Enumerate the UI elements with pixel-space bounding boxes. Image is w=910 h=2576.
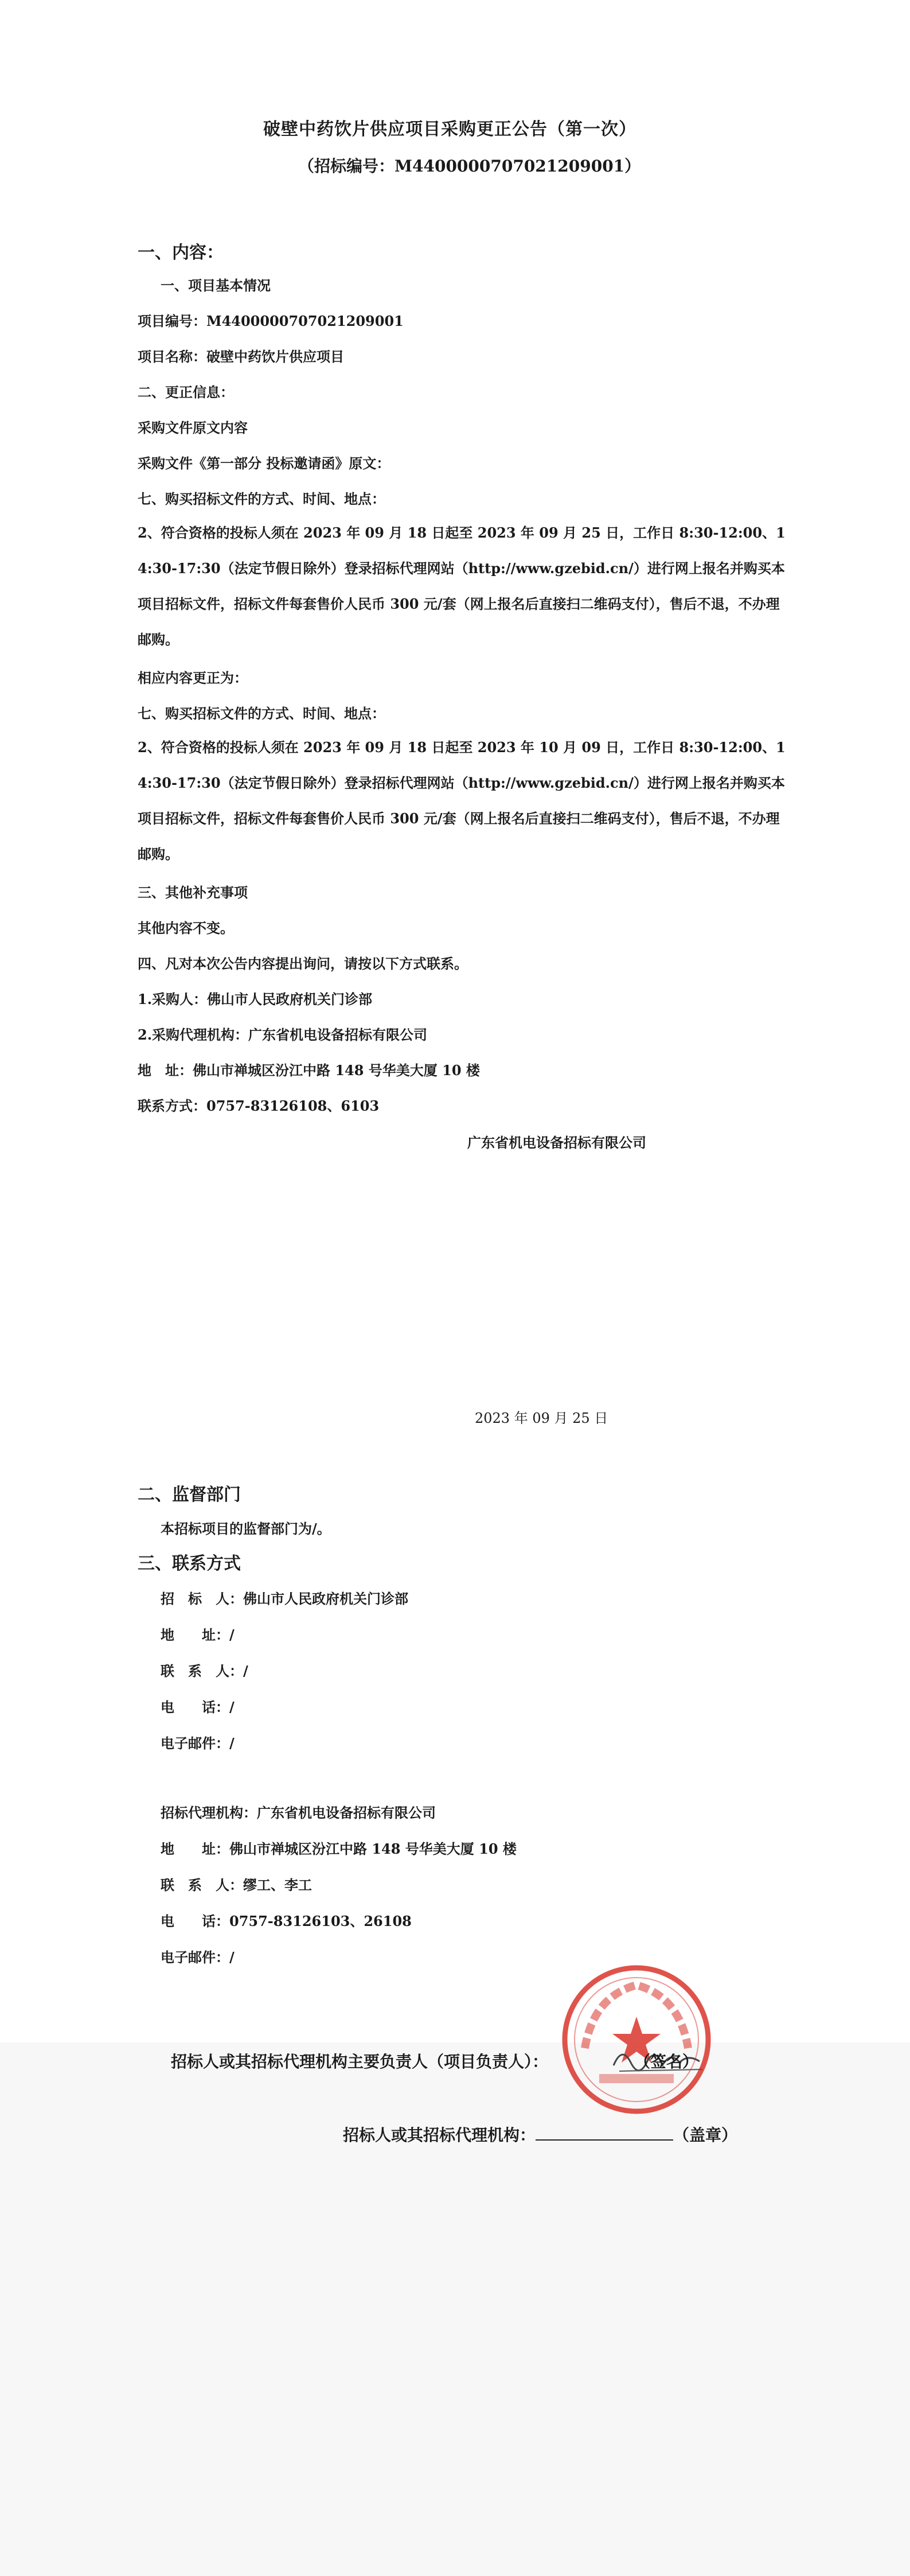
agency-line: 2.采购代理机构：广东省机电设备招标有限公司 — [138, 1026, 428, 1043]
original-paragraph: 2、符合资格的投标人须在 2023 年 09 月 18 日起至 2023 年 09 月 25 日，工作日 8:30-12:00、14:30-17:30（法定节假日除外）登录招标代理网站（http://www.gzebid.cn/）进行网上报名并购买本项目招标文件，招标文件每套售价人民币 300 元/套（网上报名后直接扫二维码支付），售后不退，不办理邮购。 — [138, 524, 786, 648]
agency-phone: 电 话：0757-83126103、26108 — [161, 1913, 412, 1929]
corrected-paragraph: 2、符合资格的投标人须在 2023 年 09 月 18 日起至 2023 年 10 月 09 日，工作日 8:30-12:00、14:30-17:30（法定节假日除外）登录招标代理网站（http://www.gzebid.cn/）进行网上报名并购买本项目招标文件，招标文件每套售价人民币 300 元/套（网上报名后直接扫二维码支付），售后不退，不办理邮购。 — [138, 739, 786, 862]
responsible-person-label: 招标人或其招标代理机构主要负责人（项目负责人）： — [171, 2052, 549, 2071]
project-name: 项目名称：破壁中药饮片供应项目 — [138, 348, 344, 365]
tenderer-email: 电子邮件：/ — [161, 1735, 235, 1752]
tender-code: （招标编号：M4400000707021209001） — [298, 157, 641, 176]
section-heading-content: 一、内容： — [138, 243, 224, 263]
item7-original: 七、购买招标文件的方式、时间、地点： — [138, 491, 385, 507]
sub-heading-inquiry: 四、凡对本次公告内容提出询问，请按以下方式联系。 — [138, 955, 468, 972]
agency-email: 电子邮件：/ — [161, 1949, 235, 1966]
section-heading-supervision: 二、监督部门 — [138, 1485, 241, 1505]
document-title: 破壁中药饮片供应项目采购更正公告（第一次） — [263, 119, 636, 139]
other-unchanged: 其他内容不变。 — [138, 920, 234, 936]
original-content-label: 采购文件原文内容 — [138, 419, 248, 436]
sub-heading-other: 三、其他补充事项 — [138, 884, 248, 901]
stamp-blank — [536, 2139, 673, 2141]
tenderer-name: 招 标 人：佛山市人民政府机关门诊部 — [161, 1590, 408, 1607]
company-signature-text: 广东省机电设备招标有限公司 — [467, 1134, 646, 1151]
project-number: 项目编号：M4400000707021209001 — [138, 313, 404, 329]
tenderer-address: 地 址：/ — [161, 1626, 235, 1643]
supervision-text: 本招标项目的监督部门为/。 — [161, 1520, 331, 1537]
tenderer-contact: 联 系 人：/ — [161, 1663, 248, 1679]
stamp-suffix: （盖章） — [673, 2126, 738, 2145]
changed-content-label: 相应内容更正为： — [138, 670, 248, 686]
agency-address: 地 址：佛山市禅城区汾江中路 148 号华美大厦 10 楼 — [161, 1840, 517, 1857]
section-heading-contact: 三、联系方式 — [138, 1554, 241, 1574]
sub-heading-basic-info: 一、项目基本情况 — [161, 277, 271, 294]
agency-contact: 联 系 人：缪工、李工 — [161, 1877, 312, 1893]
document-original-label: 采购文件《第一部分 投标邀请函》原文： — [138, 455, 390, 472]
address-line: 地 址：佛山市禅城区汾江中路 148 号华美大厦 10 楼 — [138, 1062, 480, 1079]
organization-label: 招标人或其招标代理机构： — [343, 2126, 536, 2145]
announcement-date: 2023 年 09 月 25 日 — [475, 1410, 608, 1426]
item7-corrected: 七、购买招标文件的方式、时间、地点： — [138, 705, 385, 722]
phone-line: 联系方式：0757-83126108、6103 — [138, 1098, 380, 1114]
sub-heading-correction: 二、更正信息： — [138, 384, 234, 400]
responsible-person-line — [171, 2049, 698, 2072]
sign-suffix: （签名） — [634, 2052, 699, 2071]
agency-name: 招标代理机构：广东省机电设备招标有限公司 — [161, 1804, 436, 1821]
tenderer-phone: 电 话：/ — [161, 1699, 235, 1715]
buyer-line: 1.采购人：佛山市人民政府机关门诊部 — [138, 991, 373, 1007]
organization-stamp-line — [343, 2123, 737, 2146]
